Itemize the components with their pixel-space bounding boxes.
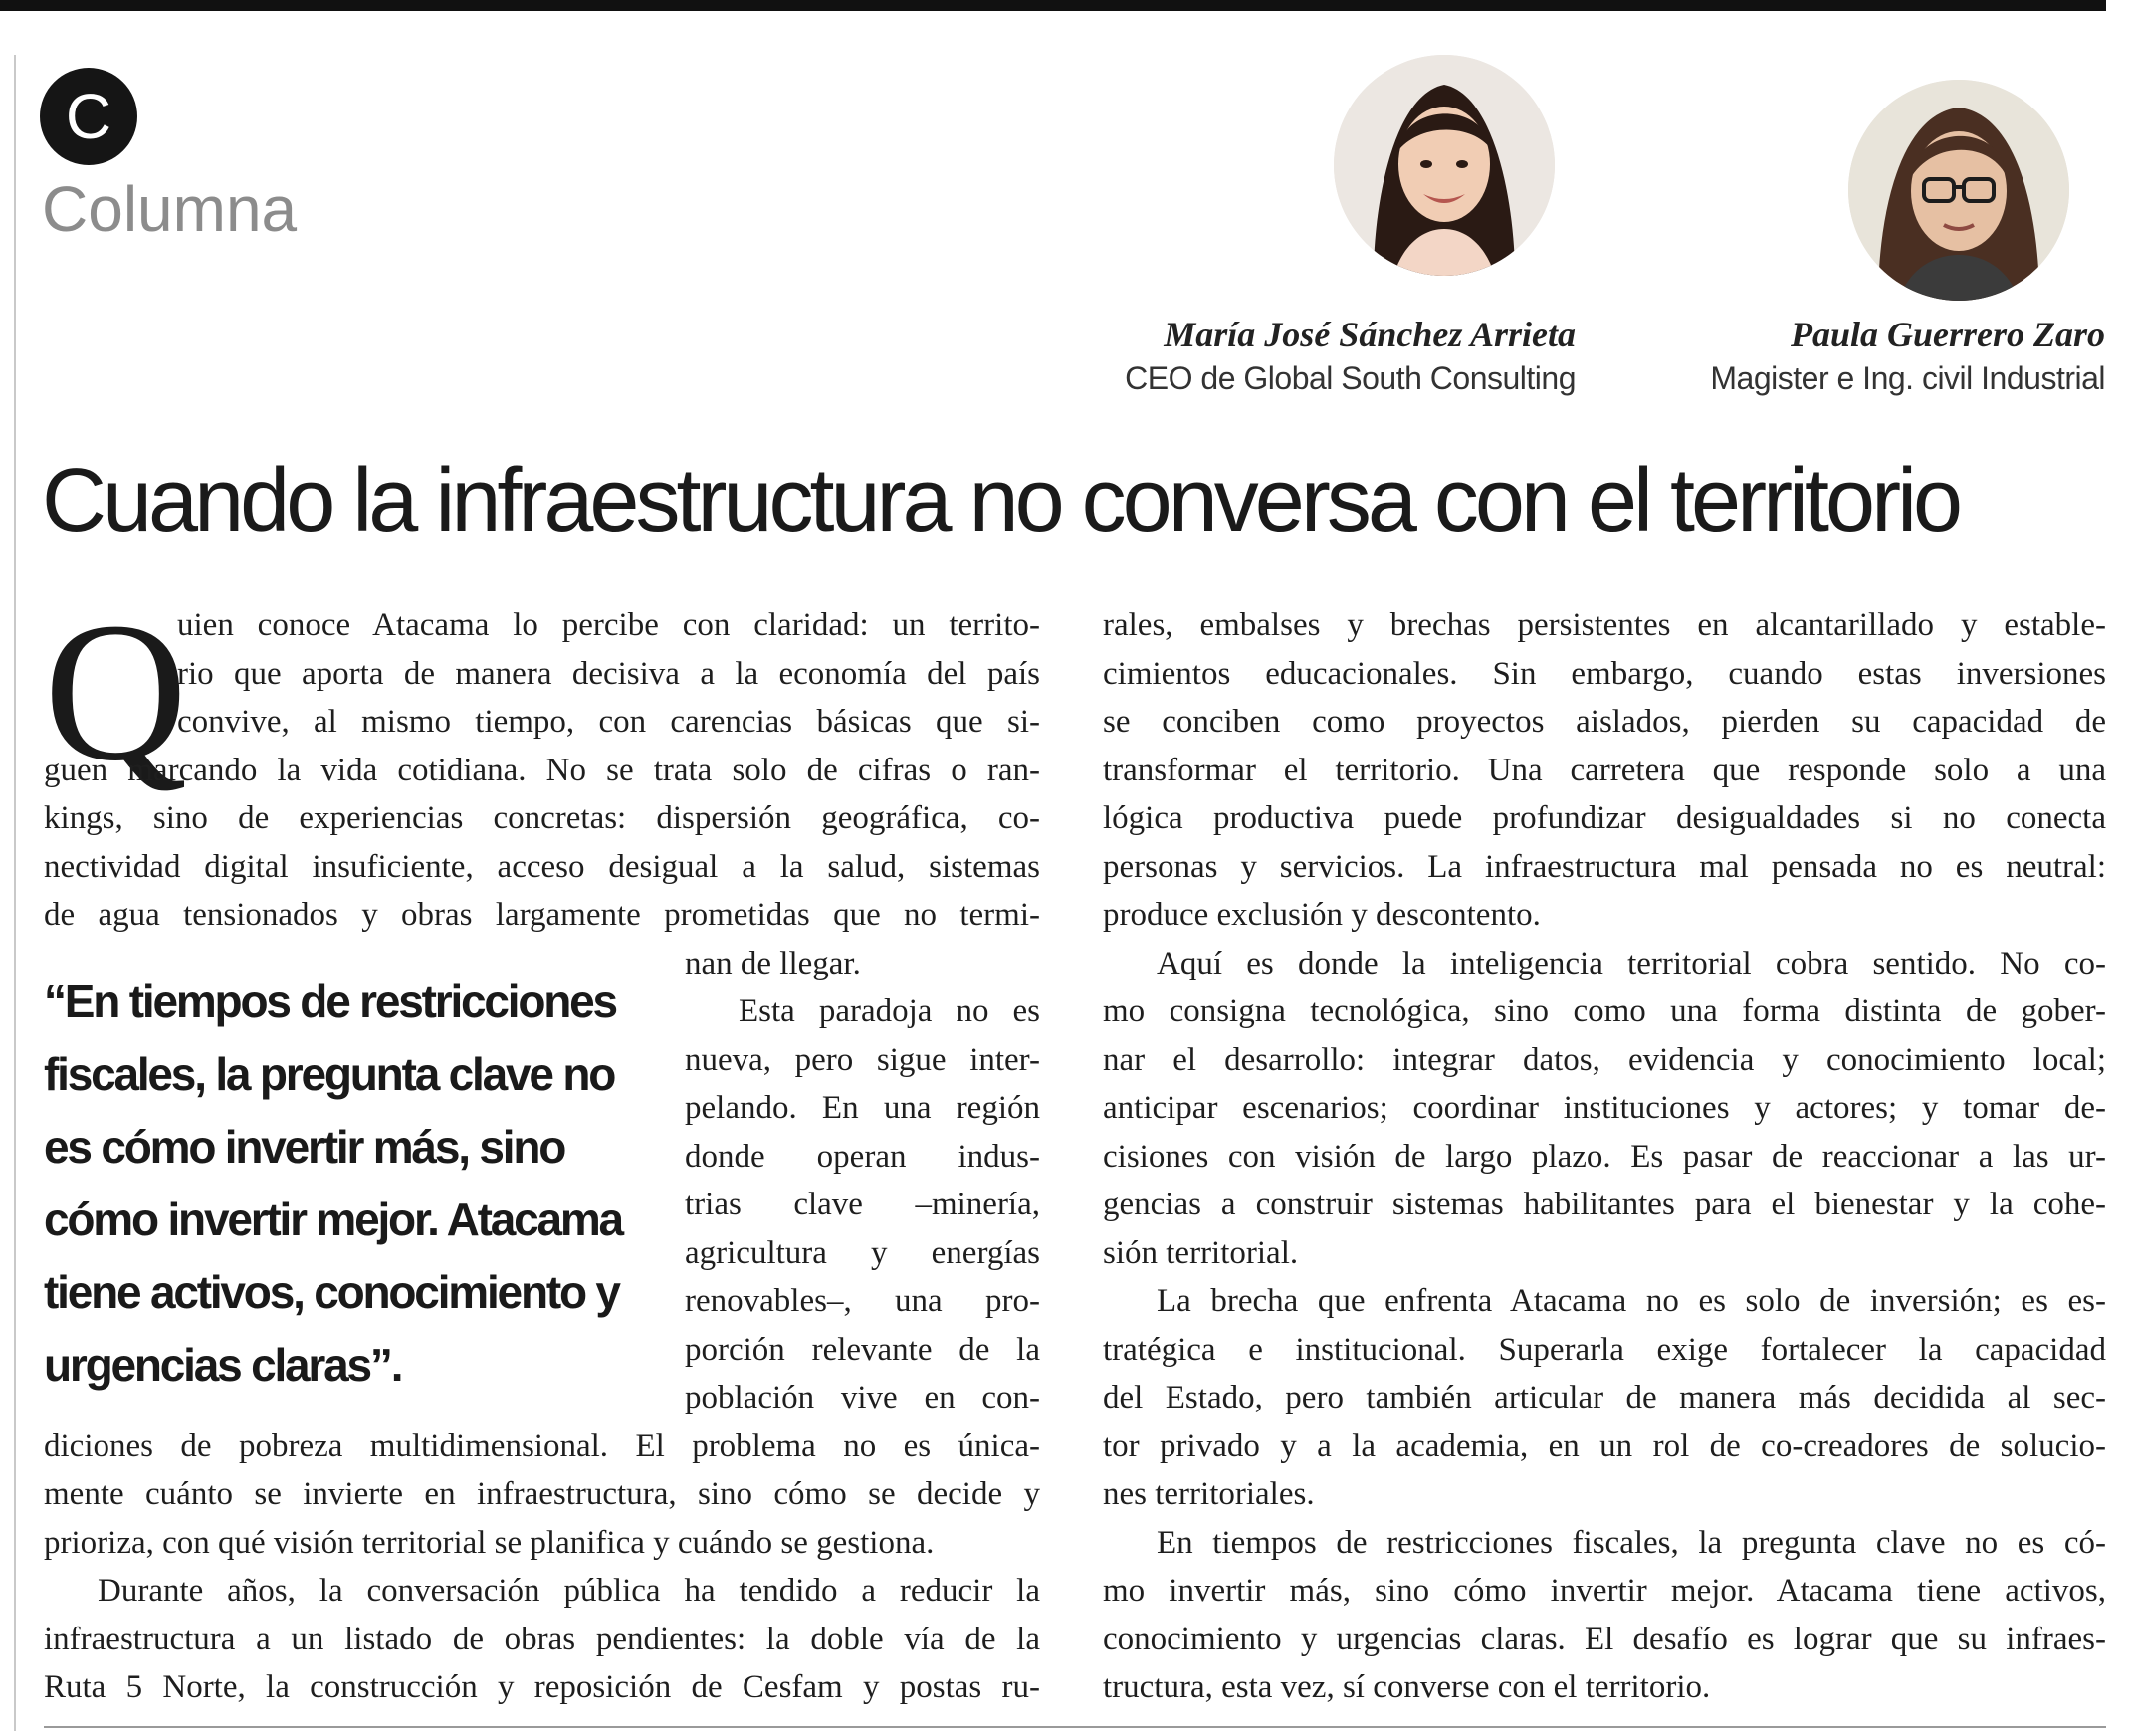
body-text-line: produce exclusión y descontento. <box>1103 897 1541 933</box>
author-role: Magister e Ing. civil Industrial <box>1710 360 2105 396</box>
body-text-line: En tiempos de restricciones fiscales, la pregunta clave no es có- <box>1157 1524 2106 1561</box>
pull-quote: “En tiempos de restricciones fiscales, la pregunta clave no es cómo invertir más, sino cómo invertir mejor. Atacama tiene activos, conocimiento y urgencias claras”. <box>44 976 622 1391</box>
author-byline-1 <box>1125 313 1576 400</box>
body-text-line: kings, sino de experiencias concretas: dispersión geográfica, co- <box>44 800 1040 836</box>
left-margin-rule <box>14 55 16 1731</box>
portrait-illustration <box>1334 55 1555 276</box>
body-text-line: del Estado, pero también articular de manera más decidida al sec- <box>1103 1380 2106 1415</box>
body-text-line: agricultura y energías <box>685 1234 1040 1271</box>
author-photo-2 <box>1848 80 2069 301</box>
author-byline-2 <box>1710 313 2105 400</box>
body-text-line: nueva, pero sigue inter- <box>685 1041 1040 1078</box>
body-text-line: gencias a construir sistemas habilitantes para el bienestar y la cohe- <box>1103 1187 2106 1222</box>
body-text-line: mente cuánto se invierte en infraestructura, sino cómo se decide y <box>44 1476 1040 1512</box>
body-text-line: rales, embalses y brechas persistentes en alcantarillado y estable- <box>1103 607 2106 643</box>
body-text-line: porción relevante de la <box>685 1331 1040 1368</box>
body-text-line: de agua tensionados y obras largamente prometidas que no termi- <box>44 897 1040 933</box>
body-text-line: se conciben como proyectos aislados, pierden su capacidad de <box>1103 704 2106 740</box>
drop-cap: Q <box>44 582 188 802</box>
section-label: Columna <box>42 173 298 245</box>
author-name: Paula Guerrero Zaro <box>1790 315 2105 354</box>
body-text-line: cisiones con visión de largo plazo. Es pasar de reaccionar a las ur- <box>1103 1138 2106 1175</box>
headline: Cuando la infraestructura no conversa con el territorio <box>42 451 1960 550</box>
body-text-line: tructura, esta vez, sí converse con el territorio. <box>1103 1669 1711 1705</box>
body-text-line: nan de llegar. <box>685 945 861 981</box>
body-text-line: nar el desarrollo: integrar datos, evidencia y conocimiento local; <box>1103 1041 2106 1078</box>
body-text-line: tor privado y a la academia, en un rol de co-creadores de solucio- <box>1103 1427 2106 1464</box>
top-rule <box>0 0 2106 11</box>
body-text-line: nectividad digital insuficiente, acceso desigual a la salud, sistemas <box>44 848 1040 885</box>
body-text-line: diciones de pobreza multidimensional. El problema no es única- <box>44 1427 1040 1464</box>
section-badge: C <box>40 68 137 165</box>
portrait-illustration <box>1848 80 2069 301</box>
body-text-line: Ruta 5 Norte, la construcción y reposición de Cesfam y postas ru- <box>44 1669 1040 1705</box>
body-text-line: uien conoce Atacama lo percibe con claridad: un territo- <box>177 607 1040 643</box>
body-text-line: transformar el territorio. Una carretera que responde solo a una <box>1103 752 2106 788</box>
body-text-line: personas y servicios. La infraestructura mal pensada no es neutral: <box>1103 848 2106 885</box>
author-role: CEO de Global South Consulting <box>1125 360 1576 396</box>
body-text-line: Esta paradoja no es <box>739 993 1040 1029</box>
body-text-line: nes territoriales. <box>1103 1476 1315 1512</box>
body-text-line: población vive en con- <box>685 1380 1040 1415</box>
body-text-line: convive, al mismo tiempo, con carencias básicas que si- <box>177 704 1040 740</box>
body-text-line: tratégica e institucional. Superarla exige fortalecer la capacidad <box>1103 1331 2106 1368</box>
body-text-line: mo invertir más, sino cómo invertir mejor. Atacama tiene activos, <box>1103 1573 2106 1609</box>
body-text-line: infraestructura a un listado de obras pendientes: la doble vía de la <box>44 1621 1040 1657</box>
author-name: María José Sánchez Arrieta <box>1164 315 1576 354</box>
body-text-line: La brecha que enfrenta Atacama no es solo de inversión; es es- <box>1157 1283 2106 1319</box>
body-text-line: Durante años, la conversación pública ha tendido a reducir la <box>98 1573 1040 1609</box>
body-text-line: donde operan indus- <box>685 1138 1040 1175</box>
body-text-line: lógica productiva puede profundizar desigualdades si no conecta <box>1103 800 2106 836</box>
body-text-line: conocimiento y urgencias claras. El desafío es lograr que su infraes- <box>1103 1621 2106 1657</box>
body-text-line: sión territorial. <box>1103 1234 1299 1271</box>
body-text-line: anticipar escenarios; coordinar instituciones y actores; y tomar de- <box>1103 1090 2106 1126</box>
body-text-line: mo consigna tecnológica, sino como una forma distinta de gober- <box>1103 993 2106 1029</box>
body-text-line: trias clave –minería, <box>685 1187 1040 1222</box>
body-text-line: prioriza, con qué visión territorial se planifica y cuándo se gestiona. <box>44 1524 935 1561</box>
body-text-line: cimientos educacionales. Sin embargo, cuando estas inversiones <box>1103 655 2106 692</box>
bottom-rule <box>44 1726 2106 1728</box>
body-text-line: guen marcando la vida cotidiana. No se trata solo de cifras o ran- <box>44 752 1040 788</box>
body-text-line: renovables–, una pro- <box>685 1283 1040 1319</box>
body-text-line: rio que aporta de manera decisiva a la economía del país <box>177 655 1040 692</box>
body-text-line: Aquí es donde la inteligencia territorial cobra sentido. No co- <box>1157 945 2106 981</box>
author-photo-1 <box>1334 55 1555 276</box>
body-text-line: pelando. En una región <box>685 1090 1040 1126</box>
